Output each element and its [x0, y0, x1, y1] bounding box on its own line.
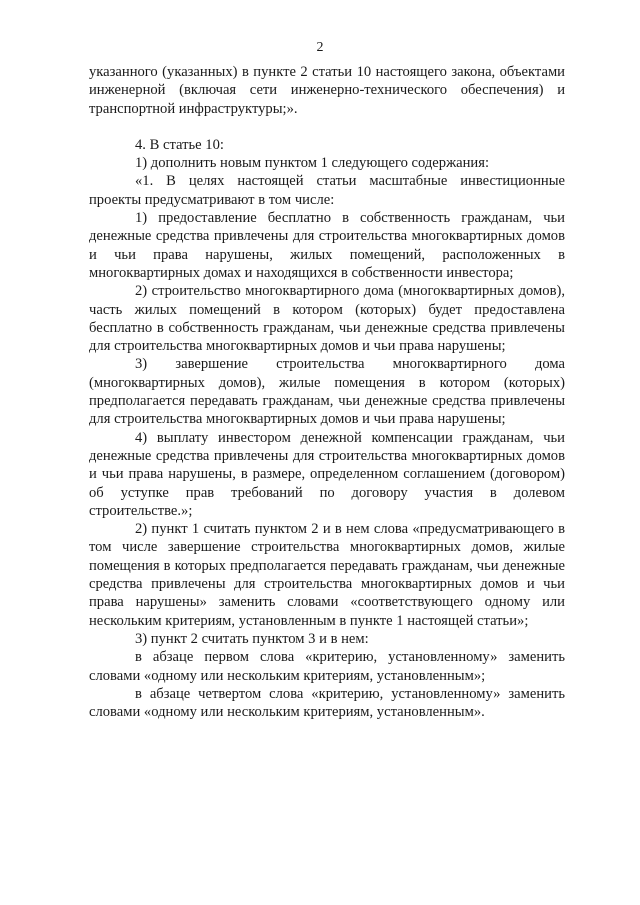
paragraph-subitem-1: 1) предоставление бесплатно в собственность гражданам, чьи денежные средства привлечены для строительства многоквартирных домов и чьи права нарушены, жилых помещений, расположенных в многоквартирных домах и находящихся в собственности инвестора; — [89, 210, 565, 281]
document-body — [89, 63, 565, 721]
paragraph-subitem-3: 3) завершение строительства многоквартирного дома (многоквартирных домов), жилые помещения в котором (которых) предполагается передавать гражданам, чьи денежные средства привлечены для строительства многоквартирных домов и чьи права нарушены; — [89, 356, 565, 428]
paragraph-subitem-2: 2) строительство многоквартирного дома (многоквартирных домов), часть жилых помещений в котором (которых) будет предоставлена бесплатно в собственность гражданам, чьи денежные средства привлечены для строительства многоквартирных домов и чьи права нарушены; — [89, 283, 565, 355]
paragraph-item-1: 1) дополнить новым пунктом 1 следующего содержания: — [135, 155, 490, 172]
paragraph-continuation: указанного (указанных) в пункте 2 статьи 10 настоящего закона, объектами инженерной (включая сети инженерно-технического обеспечения) и транспортной инфраструктуры;». — [89, 64, 565, 117]
paragraph-abzac-4: в абзаце четвертом слова «критерию, установленному» заменить словами «одному или нескольким критериям, установленным». — [89, 685, 565, 721]
paragraph-subitem-4: 4) выплату инвестором денежной компенсации гражданам, чьи денежные средства привлечены для строительства многоквартирных домов и чьи права нарушены, в размере, определенном соглашением (договором) об уступке прав требований по договору участия в долевом строительстве.»; — [89, 429, 565, 519]
paragraph-quote-intro: «1. В целях настоящей статьи масштабные инвестиционные проекты предусматривают в том числе: — [89, 173, 565, 208]
paragraph-abzac-1: в абзаце первом слова «критерию, установленному» заменить словами «одному или нескольким критериям, установленным»; — [89, 649, 565, 684]
paragraph-article-heading: 4. В статье 10: — [135, 136, 224, 153]
page-number: 2 — [316, 40, 324, 55]
paragraph-item-3: 3) пункт 2 считать пунктом 3 и в нем: — [135, 630, 369, 647]
paragraph-item-2: 2) пункт 1 считать пунктом 2 и в нем слова «предусматривающего в том числе завершение строительства многоквартирных домов, жилые помещения в которых предполагается передавать гражданам, чьи денежные средства привлечены для строительства многоквартирных домов и чьи права нарушены» заменить словами «соответствующего одному или нескольким критериям, установленным в пункте 1 настоящей статьи»; — [89, 521, 565, 629]
